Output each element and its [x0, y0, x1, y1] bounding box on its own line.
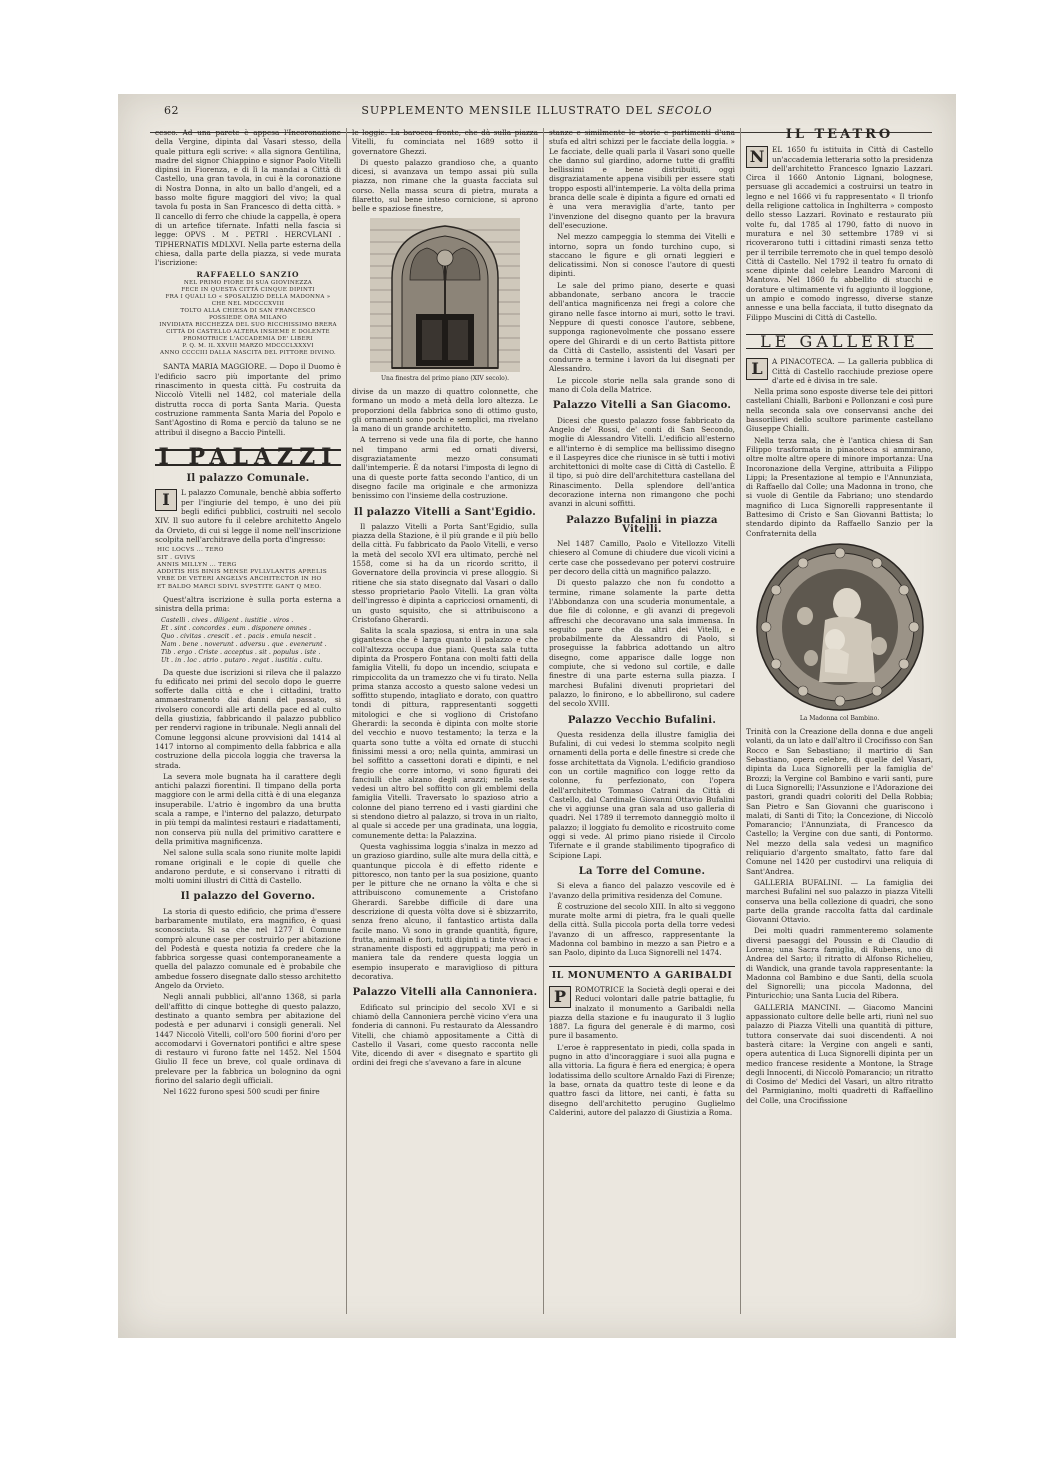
- subheading: Il palazzo Comunale.: [186, 473, 310, 485]
- paragraph: SANTA MARIA MAGGIORE. — Dopo il Duomo è l'edificio sacro più importante del primo rinascimento in questa città. Fu costruita da Niccolò Vitelli nel 1482, col materiale della distrutta rocca di porta Santa Maria. Questa costruzione rammenta Santa Maria del Popolo e Sant'Agostino di Roma e perciò da taluno se ne attribuì il disegno a Baccio Pintelli.: [155, 362, 341, 437]
- epigraph-line: ANNO CCCCIII DALLA NASCITA DEL PITTORE DIVINO.: [160, 350, 336, 357]
- subheading: Palazzo Bufalini in piazza Vitelli.: [566, 514, 718, 535]
- inscription-line: HIC LOCVS ... TERO: [157, 547, 224, 554]
- paragraph: Questa residenza della illustre famiglia dei Bufalini, di cui vedesi lo stemma scolpito negli ornamenti della porta e delle finestre si crede che fosse architettata da Vignola. L'edificio grandioso con un cortile magnifico con logge retto da colonne, fu perfezionato, con l'opera dell'architetto Tommaso Catrani da Città di Castello, dal Cardinale Giovanni Ottavio Bufalini che vi aggiunse una gran sala ad uso galleria di quadri. Nel 1789 il terremoto danneggiò molto il palazzo; il loggiato fu demolito e ricostruito come oggi si vede. Al primo piano risiede il Circolo Tifernate e il grande stabilimento tipografico di Scipione Lapi.: [549, 729, 735, 860]
- subheading: Palazzo Vitelli alla Cannoniera.: [352, 987, 538, 999]
- paragraph: Le sale del primo piano, deserte e quasi abbandonate, serbano ancora le traccie dell'antica magnificenza nei fregi a colore che girano nelle fasce intorno ai muri, sotto le travi. Neppure di questi conosce l'autore, sebbene, supponga ragionevolmente che possano essere opere del Ghirardi e di un certo Battista pittore da Città di Castello, assistenti del Vasari per condurre a termine i lavori da lui disegnati per Alessandro.: [549, 280, 735, 374]
- paragraph: Dicesi che questo palazzo fosse fabbricato da Angelo de' Rossi, de' conti di San Secondo, moglie di Alessandro Vitelli. L'edificio all'esterno e all'interno è di semplice ma bellissimo disegno e il Laspeyres dice che riunisce in sè tutti i motivi architettonici di molte case di Città di Castello. È il tipo, si può dire dell'architettura castellana del Rinascimento. Della splendore dell'antica decorazione interna non rimangono che pochi avanzi in alcuni soffitti.: [549, 415, 735, 509]
- figure-caption: La Madonna col Bambino.: [799, 714, 880, 722]
- inscription-line: Nam . bene . noverunt . adversu . que . evenerunt .: [161, 639, 327, 648]
- figure-caption: Una finestra del primo piano (XIV secolo).: [380, 374, 510, 382]
- paragraph: Nel 1622 furono spesi 500 scudi per finire: [163, 1087, 320, 1097]
- epigraph-line: CHE NEL MDCCCXVIII: [211, 301, 285, 308]
- epigraph-line: NEL PRIMO FIORE DI SUA GIOVINEZZA: [183, 280, 313, 287]
- inscription-line: ADDITIS HIS BINIS MENSE PVLLVLANTIS APRELIS: [157, 569, 327, 576]
- paragraph: GALLERIA MANCINI. — Giacomo Mancini appassionato cultore delle belle arti, riunì nel suo palazzo di Piazza Vitelli una quantità di pitture, tuttora conservate dai suoi discendenti. A noi basterà citare: la Vergine con angeli e santi, opera autentica di Luca Signorelli dipinta per un medico francese residente a Montone, la Strage degli Innocenti, di Niccolò Pomarancio; un ritratto di Cosimo de' Medici del Vasari, un altro ritratto del Parmigianino, molti quadretti di Raffaellino del Colle, una Crocifissione: [746, 1002, 933, 1105]
- paragraph: stanze e similmente le storie e partimenti d'una stufa ed altri schizzi per le facciate della loggia. » Le facciate, delle quali parla il Vasari sono quelle che danno sul giardino, adorne tutte di graffiti bellissimi e bene distribuiti, oggi disgraziatamente appena visibili per essere stati troppo esposti all'intemperie. La vòlta della prima branca delle scale è dipinta a figure ed ornati ed è una vera meraviglia d'arte, tanto per l'invenzione del disegno quanto per la bravura dell'esecuzione.: [549, 128, 735, 230]
- newspaper-page: [118, 94, 956, 1338]
- paragraph: Nella terza sala, che è l'antica chiesa di San Filippo trasformata in pinacoteca si ammirano, oltre molte altre opere di minore importanza: Una Incoronazione della Vergine, attribuita a Filippo Lippi; la Presentazione al tempio e l'Annunziata, di Raffaello dal Colle; una Madonna in trono, che si vuole di Gentile da Fabriano; uno stendardo magnifico di Luca Signorelli rappresentante il Battesimo di Cristo e San Giovanni Battista; lo stendardo dipinto da Raffaello Sanzio per la Confraternita della: [746, 435, 933, 538]
- epigraph-line: P. Q. M. IL XXVIII MARZO MDCCCLXXXVI: [182, 343, 314, 350]
- inscription-line: Ut . in . loc . atrio . putaro . regat . iustitia . cultu.: [161, 655, 323, 664]
- drop-capital: N: [746, 146, 768, 168]
- inscription-line: ET BALDO MARCI SDIVL SVPSTITE GANT Q MEO.: [157, 583, 322, 590]
- raphael-epigraph: [155, 271, 341, 357]
- paragraph: È costruzione del secolo XIII. In alto si veggono murate molte armi di pietra, fra le quali quelle della città. Sulla piccola porta della torre vedesi l'avanzo di un affresco, rappresentante la Madonna col bambino in mezzo a san Pietro e a san Paolo, dipinto da Luca Signorelli nel 1474.: [549, 901, 735, 958]
- running-title: [118, 104, 956, 117]
- running-title-italic: SECOLO: [657, 104, 713, 117]
- drop-capital: P: [549, 986, 571, 1008]
- paragraph: Il palazzo Vitelli a Porta Sant'Egidio, sulla piazza della Stazione, è il più grande e il più bello della città. Fu fabbricato da Paolo Vitelli, e verso la metà del secolo XVI era ultimato, perchè nel 1558, come si ha da un ricordo scritto, il Governatore della provincia vi prese alloggio. Si ritiene che sia stato disegnato dal Vasari o dallo stesso proprietario Paolo Vitelli. La gran vòlta dell'ingresso è dipinta a capricciosi ornamenti, di un gusto squisito, che si attribuiscono a Cristofano Gherardi.: [352, 521, 538, 624]
- gothic-window-illustration: [370, 218, 520, 372]
- paragraph: L palazzo Comunale, benchè abbia sofferto per l'ingiurie del tempo, è uno dei più begli edifici pubblici, costruiti nel secolo XIV. Il suo autore fu il celebre architetto Angelo da Orvieto, di cui si legge il nome nell'inscrizione scolpita nell'architrave della porta d'ingresso:: [155, 488, 341, 544]
- inscription-line: Quo . civitas . crescit . et . pacis . emula nescit .: [161, 631, 316, 640]
- latin-verse-inscription: [161, 616, 341, 664]
- inscription-line: ANNIS MILLYN ... TERG: [157, 561, 237, 568]
- epigraph-heading: RAFFAELLO SANZIO: [196, 270, 300, 280]
- page-number: 62: [164, 104, 179, 117]
- running-title-main: SUPPLEMENTO MENSILE ILLUSTRATO DEL: [361, 104, 653, 117]
- paragraph: Si eleva a fianco del palazzo vescovile ed è l'avanzo della primitiva residenza del Comune.: [549, 881, 735, 900]
- subheading: Palazzo Vitelli a San Giacomo.: [552, 400, 732, 412]
- epigraph-line: TOLTO ALLA CHIESA DI SAN FRANCESCO: [180, 308, 316, 315]
- madonna-medallion-illustration: [755, 542, 925, 712]
- epigraph-line: INVIDIATA RICCHEZZA DEL SUO RICCHISSIMO BRERA: [159, 322, 337, 329]
- paragraph: Questa vaghissima loggia s'inalza in mezzo ad un grazioso giardino, sulle alte mura della città, e quantunque piccola è di effetto ridente e pittoresco, non tanto per la sua posizione, quanto per le pitture che ne ornano la vòlta e che si attribuiscono comunemente a Cristofano Gherardi. Sarebbe difficile di dare una descrizione di questa vòlta dove si è sbizzarrito, senza freno alcuno, il fantastico artista dalla facile mano. Vi sono in grande quantità, figure, frutta, animali e fiori, tutti dipinti a tinte vivaci e stranamente disposti ed aggruppati; ma però in maniera tale da rendere questa loggia un esempio insuperato e maraviglioso di pittura decorativa.: [352, 841, 538, 982]
- paragraph: cesco. Ad una parete è appesa l'Incoronazione della Vergine, dipinta dal Vasari stesso, della quale pittura egli scrive: « alla signora Gentilina, madre del signor Chiappino e signor Paolo Vitelli dipinsi in Fiorenza, e di lì la mandai a Città di Castello, una gran tavola, in cui è la coronazione di Nostra Donna, in alto un ballo d'angeli, ed a basso molte figure maggiori del vivo; la qual tavola fu posta in San Francesco di detta città. » Il cancello di ferro che chiude la cappella, è opera di un artefice tifernate. Infatti nella fascia si legge: OPVS . M . PETRI . HERCVLANI . TIPHERNATIS MDLXVI. Nella parte esterna della chiesa, dalla parte della piazza, si vede murata l'iscrizione:: [155, 128, 341, 268]
- paragraph: Di questo palazzo grandioso che, a quanto dicesi, si avanzava un tempo assai più sulla piazza, non rimane che la guasta facciata sul corso. Nella massa scura di pietra, murata a filaretto, sul bene inteso cornicione, si aprono belle e spaziose finestre,: [352, 157, 538, 214]
- paragraph: Nel mezzo campeggia lo stemma dei Vitelli e intorno, sopra un fondo turchino cupo, si staccano le figure e gli ornati leggieri e delicatissimi. Non si conosce l'autore di questi dipinti.: [549, 232, 735, 279]
- paragraph: L'eroe è rappresentato in piedi, colla spada in pugno in atto d'incoraggiare i suoi alla pugna e alla vittoria. La figura è fiera ed energica; è opera lodatissima dello scultore Arnaldo Fazi di Firenze; la base, ornata da quattro teste di leone e da quattro fasci da littore, nei canti, è fatta su disegno dell'architetto perugino Guglielmo Calderini, autore del palazzo di Giustizia a Roma.: [549, 1042, 735, 1117]
- paragraph: La severa mole bugnata ha il carattere degli antichi palazzi fiorentini. Il timpano della porta maggiore con le armi della città è di una eleganza insuperabile. L'atrio è ingombro da una brutta scala a rampe, e l'interno del palazzo, deturpato in più tempi da malintesi restauri e riadattamenti, non conserva più nulla del primitivo carattere e della primitiva magnificenza.: [155, 771, 341, 846]
- paragraph: GALLERIA BUFALINI. — La famiglia dei marchesi Bufalini nel suo palazzo in piazza Vitelli conserva una bella collezione di quadri, che sono parte della grande raccolta fatta dal cardinale Giovanni Ottavio.: [746, 877, 933, 925]
- paragraph: le loggie. La barocca fronte, che dà sulla piazza Vitelli, fu cominciata nel 1689 sotto il governatore Ghezzi.: [352, 128, 538, 156]
- paragraph: Edificato sul principio del secolo XVI e si chiamò della Cannoniera perchè vicino v'era una fonderia di cannoni. Fu restaurato da Alessandro Vitelli, che chiamò appositamente a Città di Castello il Vasari, come questo racconta nelle Vite, dicendo di aver « disegnato e spartito gli ordini dei fregi che s'avevano a fare in alcune: [352, 1002, 538, 1068]
- section-title-teatro: IL TEATRO: [785, 128, 894, 142]
- epigraph-line: FECE IN QUESTA CITTÀ CINQUE DIPINTI: [181, 287, 315, 294]
- subheading: Palazzo Vecchio Bufalini.: [567, 714, 717, 726]
- paragraph: ROMOTRICE la Società degli operai e dei Reduci volontari dalle patrie battaglie, fu inalzato il monumento a Garibaldi nella piazza della stazione e fu inaugurato il 3 luglio 1887. La figura del generale è di marmo, così pure il basamento.: [549, 984, 735, 1041]
- drop-capital: L: [746, 358, 768, 380]
- inscription-line: Tib . ergo . Criste . acceptus . sit . populus . iste .: [161, 647, 321, 656]
- inscription-line: VRBE DE VETERI ANGELVS ARCHITECTOR IN HO: [157, 576, 322, 583]
- inscription-line: Et . sint . concordes . eum . disponere omnes .: [161, 623, 312, 632]
- column-2: [347, 128, 544, 1314]
- paragraph: divise da un mazzo di quattro colonnette, che formano un modo a metà della loro altezza. Le proporzioni della fabbrica sono di ottimo gusto, gli ornamenti sono pochi e semplici, ma rivelano la mano di un grande architetto.: [352, 386, 538, 434]
- column-4: [741, 128, 938, 1314]
- paragraph: Salita la scala spaziosa, si entra in una sala gigantesca che è larga quanto il palazzo e che coll'altezza occupa due piani. Questa sala tutta dipinta da Prospero Fontana con molti fatti della famiglia Vitelli, fu dopo un incendio, sciupata e rimpiccolita da un tramezzo che vi fu tirato. Nella prima stanza accosto a questo salone vedesi un soffitto stupendo, intagliato e dorato, con quattro tondi di pittura, rappresentanti soggetti mitologici e che si vogliono di Cristofano Gherardi: la seconda è dipinta con molte storie del vecchio e nuovo testamento; la terza e la quarta sono tutte a vòlta ed ornate di stucchi finissimi messi a oro; nella quinta, ammirasi un bel soffitto a cassettoni dorati e dipinti, e nel fregio che corre intorno, vi sono figurati dei fanciulli che alzano degli arazzi; nella sesta vedesi un altro bel soffitto con gli emblemi della famiglia Vitelli. Traversato lo spazioso atrio a colonne del piano terreno ed i vasti giardini che si stendono dietro al palazzo, si trova in un rialto, al quale si accede per una gradinata, una loggia, comunemente detta: la Palazzina.: [352, 626, 538, 840]
- page-header: [118, 104, 956, 128]
- paragraph: Nel salone sulla scala sono riunite molte lapidi romane originali e le copie di quelle che andarono perdute, e si conservano i ritratti di molti uomini illustri di Città di Castello.: [155, 848, 341, 886]
- inscription-line: SIT . GVIVS: [157, 554, 196, 561]
- subheading: Il palazzo del Governo.: [180, 891, 316, 903]
- section-title-garibaldi: IL MONUMENTO A GARIBALDI: [549, 966, 735, 980]
- epigraph-line: CITTÀ DI CASTELLO ALTERA INSIEME E DOLENTE: [166, 329, 330, 336]
- paragraph: Le piccole storie nella sala grande sono di mano di Cola della Matrice.: [549, 375, 735, 395]
- inscription-line: Castelli . cives . diligent . iustitie . viros .: [161, 615, 294, 624]
- paragraph: A terreno si vede una fila di porte, che hanno nel timpano armi ed ornati diversi, disgraziatamente mezzo consumati dall'intemperie. È da notarsi l'imposta di legno di una di queste porte fatta secondo l'antico, di un disegno facile ma originale e che armonizza benissimo con l'insieme della costruzione.: [352, 435, 538, 501]
- subheading: Il palazzo Vitelli a Sant'Egidio.: [353, 506, 537, 518]
- paragraph: Nella prima sono esposte diverse tele dei pittori castellani Chialli, Barboni e Pollonzani e così pure nella seconda sala ove conservansi anche dei bassorilievi dello scultore parimente castellano Giuseppe Chialli.: [746, 387, 933, 434]
- paragraph: La storia di questo edificio, che prima d'essere barbaramente mutilato, era magnifico, è quasi sconosciuta. Si sa che nel 1277 il Comune comprò alcune case per costruirlo per abitazione del Podestà e questa notizia fa credere che la fabbrica sorgesse quasi contemporaneamente a quella del palazzo comunale ed è probabile che ambedue fossero disegnate dallo stesso architetto Angelo da Orvieto.: [155, 906, 341, 991]
- paragraph: EL 1650 fu istituita in Città di Castello un'accademia letteraria sotto la presidenza dell'architetto Francesco Ignazio Lazzari. Circa il 1660 Antonio Lignani, bolognese, persuase gli accademici a costruirsi un teatro in legno e nel 1666 vi fu rappresentato « Il trionfo della religione cattolica in Inghilterra » composto dello stesso Lazzari. Rovinato e restaurato più volte fu, dal 1785 al 1790, fatto di nuovo in muratura e nel 30 settembre 1789 vi si ricoverarono tutti i cittadini rimasti senza tetto per il terribile terremoto che in quel tempo desolò Città di Castello. Nel 1792 il teatro fu ornato di scene dipinte dal celebre Leandro Marconi di Mantova. Nel 1860 fu abbellito di stucchi e dorature e ultimamente vi fu aggiunto il loggione, un ampio e comodo ingresso, diverse stanze annesse e una bella facciata, il tutto disegnato da Filippo Muscini di Città di Castello.: [746, 145, 933, 322]
- paragraph: Nel 1487 Camillo, Paolo e Vitellozzo Vitelli chiesero al Comune di chiudere due vicoli vicini a certe case che possedevano per potervi costruire per decoro della città un magnifico palazzo.: [549, 539, 735, 577]
- paragraph: Negli annali pubblici, all'anno 1368, si parla dell'affitto di cinque botteghe di questo palazzo, destinato a quanto sembra per abitazione del podestà e per adunarvi i consigli generali. Nel 1447 Niccolò Vitelli, coll'oro 500 fiorini d'oro per accomodarvi i Governatori pontifici e altre spese di restauro vi furono fatte nel 1452. Nel 1504 Giulio II fece un breve, col quale ordinava di prelevare per la fabbrica un bolognino da ogni fiorino del salario degli ufficiali.: [155, 992, 341, 1086]
- epigraph-line: POSSIEDE ORA MILANO: [208, 315, 288, 322]
- section-title-gallerie: LE GALLERIE: [746, 334, 933, 349]
- epigraph-line: PROMOTRICE L'ACCADEMIA DE' LIBERI: [183, 336, 313, 343]
- paragraph: Dei molti quadri rammenteremo solamente diversi paesaggi del Poussin e di Claudio di Lorena; una Sacra famiglia, di Rubens, uno di Andrea del Sarto; il ritratto di Alfonso Richelieu, di Wandick, una grande tavola rappresentante: la Madonna col Bambino e due Santi, della scuola del Signorelli; una piccola Madonna, del Pinturicchio; una Santa Lucia del Ribera.: [746, 926, 933, 1001]
- section-title-palazzi: I PALAZZI: [155, 449, 341, 466]
- paragraph: Di questo palazzo che non fu condotto a termine, rimane solamente la parte detta l'Abbondanza con una scuderia monumentale, a due file di colonne, e gli avanzi di pregevoli affreschi che decoravano una sala immensa. In seguito pare che da altri dei Vitelli, e probabilmente da Alessandro di Paolo, si proseguisse la fabbrica adottando un altro disegno, come apparisce dalle logge non compiute, che si vedono sul cortile, e dalle finestre di una parte esterna sulla piazza. I marchesi Bufalini divenuti proprietari del palazzo, lo finirono, e lo abbellirono, sul cadere del secolo XVIII.: [549, 578, 735, 709]
- paragraph: Trinità con la Creazione della donna e due angeli volanti, da un lato e dall'altro il Crocifisso con San Rocco e San Sebastiano; il martirio di San Sebastiano, opera celebre, di quelle del Vasari, dipinta da Luca Signorelli per la famiglia de' Brozzi; la Vergine col Bambino e varii santi, pure di Luca Signorelli; l'Assunzione e l'Adorazione dei pastori, grandi quadri coloriti del Della Robbia; San Pietro e San Giovanni che guariscono i malati, di Santi di Tito; la Concezione, di Niccolò Pomarancio; l'Annunziata, di Francesco da Castello; la Vergine con due santi, di Pontormo. Nel mezzo della sala vedesi un magnifico reliquiario d'argento smaltato, fatto fare dal Comune nel 1420 per custodirvi una reliquia di Sant'Andrea.: [746, 727, 933, 876]
- paragraph: Quest'altra iscrizione è sulla porta esterna a sinistra della prima:: [155, 594, 341, 614]
- paragraph: Da queste due iscrizioni si rileva che il palazzo fu edificato nei primi del secolo dopo le guerre sofferte dalla città e che i cittadini, tratto ammaestramento dai danni del passato, si rivolsero concordi alle arti della pace ed al culto della giustizia, fabbricando il palazzo pubblico per rendervi ragione in tribunale. Negli annali del Comune leggonsi alcune provvisioni dal 1414 al 1417 intorno al compimento della fabbrica e alla costruzione della piccola loggia che traversa la strada.: [155, 667, 341, 770]
- epigraph-line: FRA I QUALI LO « SPOSALIZIO DELLA MADONNA »: [165, 294, 331, 301]
- column-1: [150, 128, 347, 1314]
- latin-inscription: [157, 547, 341, 591]
- subheading: La Torre del Comune.: [578, 865, 706, 877]
- column-3: [544, 128, 741, 1314]
- drop-capital: I: [155, 489, 177, 511]
- paragraph: A PINACOTECA. — La galleria pubblica di Città di Castello racchiude preziose opere d'arte ed è divisa in tre sale.: [772, 357, 933, 385]
- text-columns: [150, 128, 940, 1314]
